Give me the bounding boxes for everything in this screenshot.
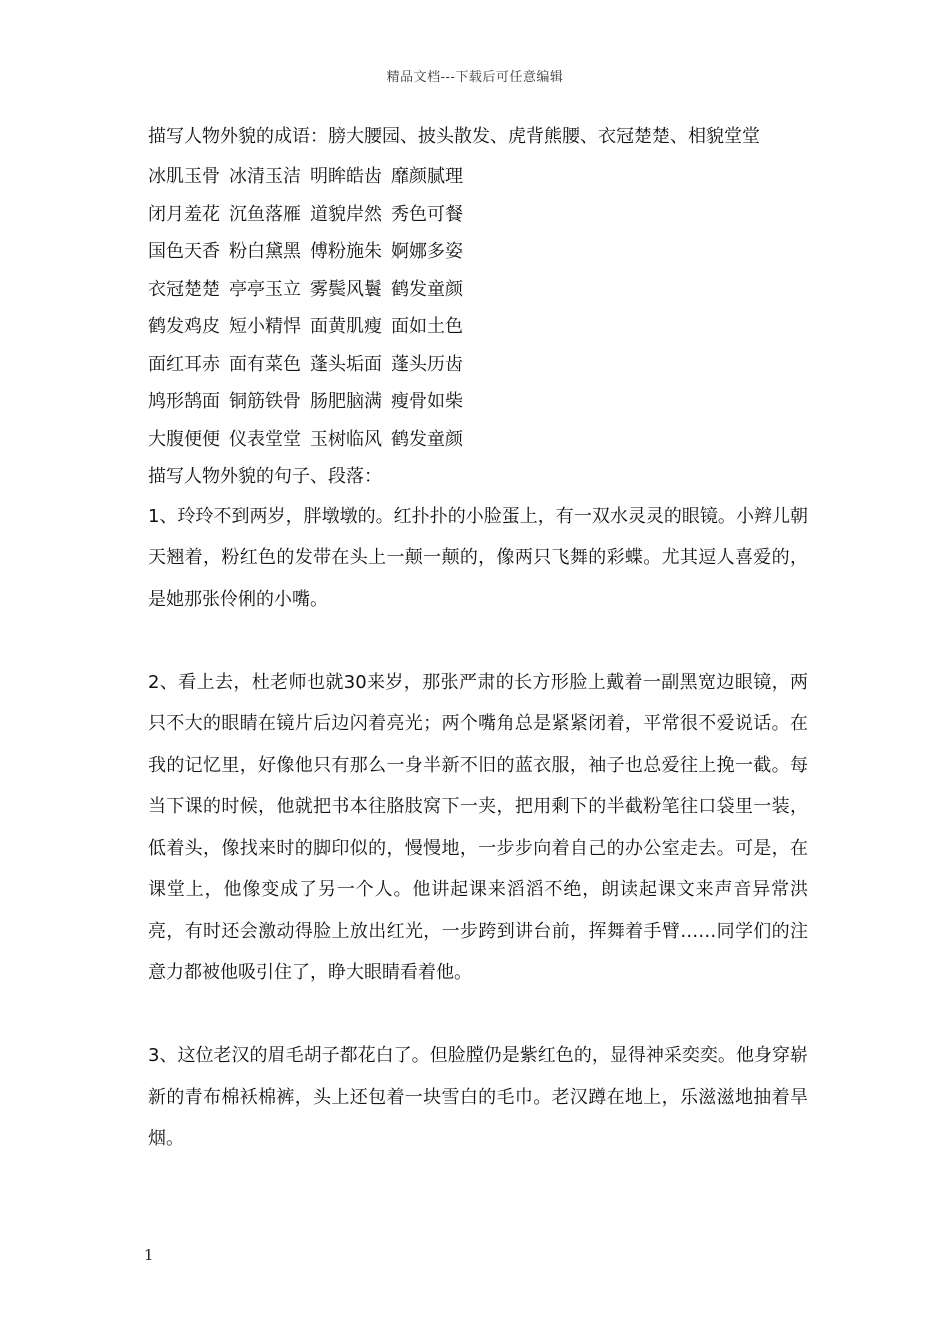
idiom: 仪表堂堂 bbox=[229, 428, 301, 450]
idiom: 大腹便便 bbox=[148, 428, 220, 450]
page-header: 精品文档---下载后可任意编辑 bbox=[386, 70, 564, 85]
idiom: 明眸皓齿 bbox=[310, 166, 382, 187]
section-title: 描写人物外貌的句子、段落： bbox=[148, 466, 382, 487]
idiom-row bbox=[148, 271, 808, 309]
idiom: 沉鱼落雁 bbox=[229, 203, 301, 225]
idiom-row bbox=[148, 233, 808, 271]
idiom-row bbox=[148, 308, 808, 346]
idiom: 面黄肌瘦 bbox=[310, 316, 382, 337]
idiom: 短小精悍 bbox=[229, 316, 301, 337]
idioms-intro: 描写人物外貌的成语：膀大腰园、披头散发、虎背熊腰、衣冠楚楚、相貌堂堂 bbox=[148, 126, 760, 147]
idiom: 婀娜多姿 bbox=[391, 241, 463, 262]
idiom-row bbox=[148, 383, 808, 421]
idiom: 面红耳赤 bbox=[148, 353, 220, 375]
idiom: 瘦骨如柴 bbox=[391, 391, 463, 412]
page-number: 1 bbox=[144, 1246, 154, 1264]
idiom: 鹤发鸡皮 bbox=[148, 316, 220, 337]
idiom: 肠肥脑满 bbox=[310, 391, 382, 412]
idiom-row bbox=[148, 196, 808, 234]
idiom: 冰清玉洁 bbox=[229, 166, 301, 187]
idiom: 秀色可餐 bbox=[391, 203, 463, 225]
paragraph: 2、看上去，杜老师也就30来岁，那张严肃的长方形脸上戴着一副黑宽边眼镜，两只不大的眼睛在镜片后边闪着亮光；两个嘴角总是紧紧闭着，平常很不爱说话。在我的记忆里，好像他只有那么一身半新不旧的蓝衣服，袖子也总爱往上挽一截。每当下课的时候，他就把书本往胳肢窝下一夹，把用剩下的半截粉笔往口袋里一装，低着头，像找来时的脚印似的，慢慢地，一步步向着自己的办公室走去。可是，在课堂上，他像变成了另一个人。他讲起课来滔滔不绝，朗读起课文来声音异常洪亮，有时还会激动得脸上放出红光，一步跨到讲台前，挥舞着手臂……同学们的注意力都被他吸引住了，睁大眼睛看着他。 bbox=[148, 671, 808, 983]
idiom-list bbox=[148, 158, 808, 458]
idiom: 蓬头垢面 bbox=[310, 353, 382, 375]
idiom: 道貌岸然 bbox=[310, 203, 382, 225]
idiom: 闭月羞花 bbox=[148, 203, 220, 225]
idiom: 亭亭玉立 bbox=[229, 278, 301, 300]
idiom-row bbox=[148, 158, 808, 196]
idiom: 国色天香 bbox=[148, 241, 220, 262]
idiom: 铜筋铁骨 bbox=[229, 391, 301, 412]
idiom: 面有菜色 bbox=[229, 353, 301, 375]
idiom: 鹤发童颜 bbox=[391, 428, 463, 450]
idiom-row bbox=[148, 346, 808, 384]
idiom: 面如土色 bbox=[391, 316, 463, 337]
idiom: 蓬头历齿 bbox=[391, 353, 463, 375]
paragraph: 1、玲玲不到两岁，胖墩墩的。红扑扑的小脸蛋上，有一双水灵灵的眼镜。小辫儿朝天翘着，粉红色的发带在头上一颠一颠的，像两只飞舞的彩蝶。尤其逗人喜爱的，是她那张伶俐的小嘴。 bbox=[148, 505, 808, 610]
paragraph-spacer bbox=[148, 994, 808, 1036]
paragraph: 3、这位老汉的眉毛胡子都花白了。但脸膛仍是紫红色的，显得神采奕奕。他身穿崭新的青布棉袄棉裤，头上还包着一块雪白的毛巾。老汉蹲在地上，乐滋滋地抽着旱烟。 bbox=[148, 1045, 808, 1149]
idiom-row bbox=[148, 421, 808, 459]
idiom: 鹤发童颜 bbox=[391, 278, 463, 300]
paragraph-spacer bbox=[148, 620, 808, 662]
idiom: 衣冠楚楚 bbox=[148, 278, 220, 300]
idiom: 傅粉施朱 bbox=[310, 241, 382, 262]
idiom: 靡颜腻理 bbox=[391, 166, 463, 187]
idiom: 粉白黛黑 bbox=[229, 241, 301, 262]
idiom: 雾鬓风鬟 bbox=[310, 278, 382, 300]
document-body bbox=[148, 116, 808, 1160]
idiom: 玉树临风 bbox=[310, 428, 382, 450]
idiom: 冰肌玉骨 bbox=[148, 166, 220, 187]
idiom: 鸠形鹄面 bbox=[148, 391, 220, 412]
